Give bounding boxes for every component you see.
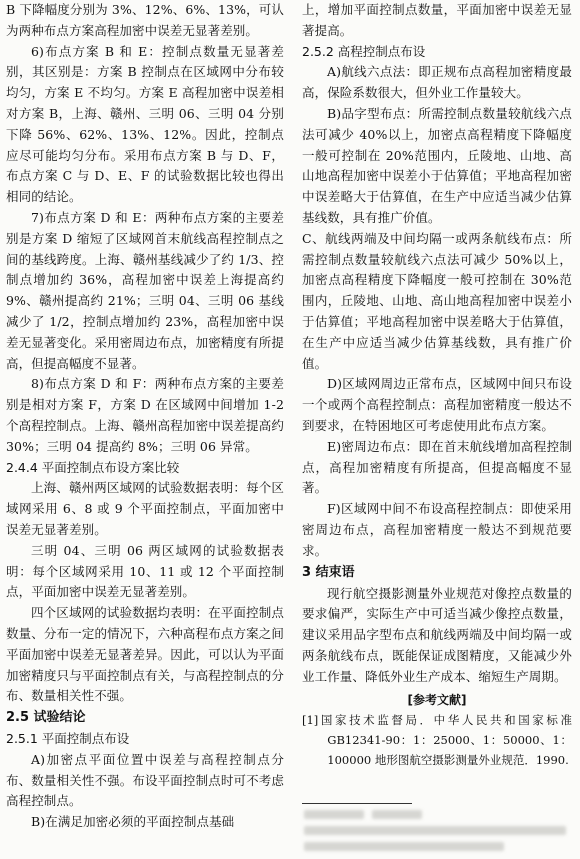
references-list [302,710,572,770]
paragraph: 现行航空摄影测量外业规范对像控点数量的要求偏严，实际生产中可适当减少像控点数量，建议采用品字型布点和航线两端及中间均隔一或两条航线布点，既能保证成图精度，又能减少外业工作量、降低外业生产成本、缩短生产周期。 [302,585,572,684]
blurred-footnote [304,826,566,835]
paragraph: E)密周边布点：即在首末航线增加高程控制点，高程加密精度有所提高，但提高幅度不显著。 [302,438,572,496]
reference-item: [1]国家技术监督局．中华人民共和国家标准 GB12341-90：1：25000、1：50000、1：100000 地形图航空摄影测量外业规范．1990. [302,712,572,767]
paragraph: B)在满足加密必须的平面控制点基础 [31,814,235,830]
paragraph: B 下降幅度分别为 3%、12%、6%、13%，可认为两种布点方案高程加密中误差无显著差别。 [6,2,284,38]
references-heading: [参考文献] [407,692,467,707]
blurred-footnote [372,810,422,819]
section-title: 3 结束语 [302,564,355,580]
paragraph: 上，增加平面控制点数量，平面加密中误差无显著提高。 [302,2,572,38]
paragraph: 6)布点方案 B 和 E：控制点数量无显著差别，其区别是：方案 B 控制点在区域网中分布较均匀，方案 E 不均匀。方案 E 高程加密中误差相对方案 B，上海、赣州、三明 06、三明 04 分别下降 56%、62%、13%、12%。因此，控制点应尽可能均匀分布。采用布点方案 B 与 D、F，布点方案 C 与 D、E、F 的试验数据比较也得出相同的结论。 [6,43,284,205]
footnote-divider [302,803,412,804]
paragraph: B)品字型布点：所需控制点数量较航线六点法可减少 40%以上，加密点高程精度下降幅度一般可控制在 20%范围内，丘陵地、山地、高山地高程加密中误差小于估算值；平地高程加密中误差略大于估算值，在生产中应适当减少估算基线数，具有推广价值。 [302,105,572,225]
right-column-body [302,0,572,688]
section-heading: 2.4.4 平面控制点布设方案比较 [6,459,180,475]
paragraph: F)区域网中间不布设高程控制点：即使采用密周边布点，高程加密精度一般达不到规范要求。 [302,501,572,558]
paragraph: C、航线两端及中间均隔一或两条航线布点：所需控制点数量较航线六点法可减少 50%以上，加密点高程精度下降幅度一般可控制在 30%范围内，丘陵地、山地、高山地高程加密中误差小于估算值；平地高程加密中误差略大于估算值，在生产中应适当减少估算基线数，具有推广价值。 [302,230,572,371]
paragraph: 三明 04、三明 06 两区域网的试验数据表明：每个区域网采用 10、11 或 12 个平面控制点，平面加密中误差无显著差别。 [6,542,284,600]
paragraph: 四个区域网的试验数据均表明：在平面控制点数量、分布一定的情况下，六种高程布点方案之间平面加密中误差无显著差异。因此，可以认为平面加密精度只与平面控制点有关，与高程控制点的分布、数量相关性不强。 [6,605,284,704]
section-heading: 2.5.1 平面控制点布设 [6,731,130,747]
left-column [6,0,284,833]
right-column [302,0,572,770]
paragraph: 8)布点方案 D 和 F：两种布点方案的主要差别是相对方案 F，方案 D 在区域网中间增加 1-2 个高程控制点。上海、赣州高程加密中误差提高约 30%；三明 04 提高约 8%；三明 06 异常。 [6,376,284,454]
paragraph: A)航线六点法：即正规布点高程加密精度最高，保险系数很大，但外业工作量较大。 [302,64,572,101]
paragraph: 上海、赣州两区域网的试验数据表明：每个区域网采用 6、8 或 9 个平面控制点，平面加密中误差无显著差别。 [6,480,284,537]
paragraph: 7)布点方案 D 和 E：两种布点方案的主要差别是方案 D 缩短了区域网首末航线高程控制点之间的基线跨度。上海、赣州基线减少了约 1/3、控制点增加约 36%，高程加密中误差上海提高约 9%、赣州提高约 21%；三明 04、三明 06 基线减少了 1/2，控制点增加约 23%，高程加密中误差无显著变化。采用密周边布点，加密精度有所提高，但提高幅度不显著。 [6,209,284,371]
blurred-footnote [304,810,364,819]
blurred-footnote [304,842,504,851]
paragraph: D)区域网周边正常布点，区域网中间只布设一个或两个高程控制点：高程加密精度一般达不到要求，在特困地区可考虑使用此布点方案。 [302,376,572,433]
section-title: 2.5 试验结论 [6,710,86,726]
paragraph: A)加密点平面位置中误差与高程控制点分布、数量相关性不强。布设平面控制点时可不考虑高程控制点。 [6,751,284,809]
section-heading: 2.5.2 高程控制点布设 [302,43,426,59]
